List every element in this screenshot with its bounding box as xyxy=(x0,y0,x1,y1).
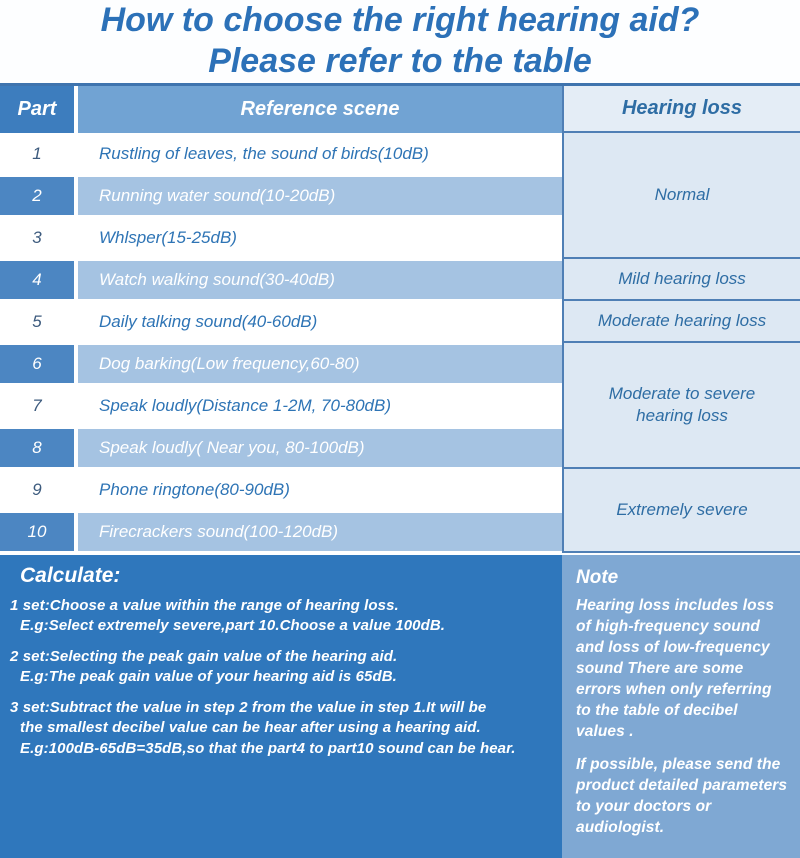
hearing-loss-cell-moderate-severe xyxy=(564,343,800,469)
calculate-step-line: 2 set:Selecting the peak gain value of the hearing aid. xyxy=(10,647,398,665)
hearing-table xyxy=(0,83,800,553)
calculate-panel xyxy=(0,555,562,858)
calculate-step-line: 1 set:Choose a value within the range of hearing loss. xyxy=(10,596,399,614)
scene-cell: Phone ringtone(80-90dB) xyxy=(99,479,290,499)
part-cell: 7 xyxy=(32,395,42,415)
table-header-row xyxy=(0,86,562,133)
part-cell: 8 xyxy=(0,427,74,469)
hearing-loss-label: Moderate to severe hearing loss xyxy=(608,383,756,425)
table-row xyxy=(0,469,562,511)
part-cell: 1 xyxy=(32,143,42,163)
hearing-loss-cell-moderate xyxy=(564,301,800,343)
table-row xyxy=(0,511,562,553)
page-title xyxy=(0,0,800,83)
table-row xyxy=(0,217,562,259)
scene-cell: Watch walking sound(30-40dB) xyxy=(78,259,562,301)
bottom-panels xyxy=(0,555,800,858)
scene-cell: Whlsper(15-25dB) xyxy=(99,227,237,247)
calculate-step-3 xyxy=(10,698,550,760)
table-row xyxy=(0,175,562,217)
part-cell: 2 xyxy=(0,175,74,217)
calculate-step-2 xyxy=(10,647,550,688)
part-cell: 5 xyxy=(32,311,42,331)
table-row xyxy=(0,385,562,427)
note-paragraph: If possible, please send the product detailed parameters to your doctors or audiologist. xyxy=(576,755,788,836)
calculate-step-line: E.g:Select extremely severe,part 10.Choose a value 100dB. xyxy=(20,617,446,635)
hearing-loss-cell-extremely-severe xyxy=(564,469,800,553)
calculate-step-line: E.g:The peak gain value of your hearing aid is 65dB. xyxy=(20,668,397,686)
scene-cell: Running water sound(10-20dB) xyxy=(78,175,562,217)
scene-cell: Speak loudly( Near you, 80-100dB) xyxy=(78,427,562,469)
hearing-loss-cell-normal xyxy=(564,133,800,259)
hearing-loss-column xyxy=(562,86,800,553)
page-title-line1: How to choose the right hearing aid? xyxy=(100,1,700,39)
note-panel xyxy=(562,555,800,858)
part-cell: 9 xyxy=(32,479,42,499)
header-hearing-loss: Hearing loss xyxy=(564,86,800,133)
calculate-step-1 xyxy=(10,596,550,637)
scene-cell: Daily talking sound(40-60dB) xyxy=(99,311,318,331)
part-cell: 10 xyxy=(0,511,74,553)
scene-cell: Firecrackers sound(100-120dB) xyxy=(78,511,562,553)
hearing-loss-label: Extremely severe xyxy=(616,499,748,519)
note-heading: Note xyxy=(576,566,619,588)
hearing-loss-label: Normal xyxy=(654,184,710,204)
calculate-step-line: E.g:100dB-65dB=35dB,so that the part4 to part10 sound can be hear. xyxy=(20,739,516,757)
scene-cell: Speak loudly(Distance 1-2M, 70-80dB) xyxy=(99,395,391,415)
table-row xyxy=(0,259,562,301)
table-row xyxy=(0,343,562,385)
scene-cell: Rustling of leaves, the sound of birds(10dB) xyxy=(99,143,429,163)
table-row xyxy=(0,427,562,469)
part-cell: 4 xyxy=(0,259,74,301)
hearing-loss-cell-mild xyxy=(564,259,800,301)
table-left-columns xyxy=(0,86,562,553)
scene-cell: Dog barking(Low frequency,60-80) xyxy=(78,343,562,385)
calculate-heading: Calculate: xyxy=(20,563,121,587)
calculate-step-line: the smallest decibel value can be hear after using a hearing aid. xyxy=(20,719,481,737)
part-cell: 3 xyxy=(32,227,42,247)
calculate-step-line: 3 set:Subtract the value in step 2 from the value in step 1.It will be xyxy=(10,698,487,716)
table-row xyxy=(0,133,562,175)
hearing-loss-label: Moderate hearing loss xyxy=(597,310,767,330)
note-paragraph: Hearing loss includes loss of high-frequency sound and loss of low-frequency sound There are some errors when only referring to the table of decibel values . xyxy=(576,596,775,740)
hearing-loss-label: Mild hearing loss xyxy=(618,268,746,288)
page-title-line2: Please refer to the table xyxy=(208,42,592,81)
header-part: Part xyxy=(0,86,74,133)
table-row xyxy=(0,301,562,343)
part-cell: 6 xyxy=(0,343,74,385)
header-reference-scene: Reference scene xyxy=(78,86,562,133)
